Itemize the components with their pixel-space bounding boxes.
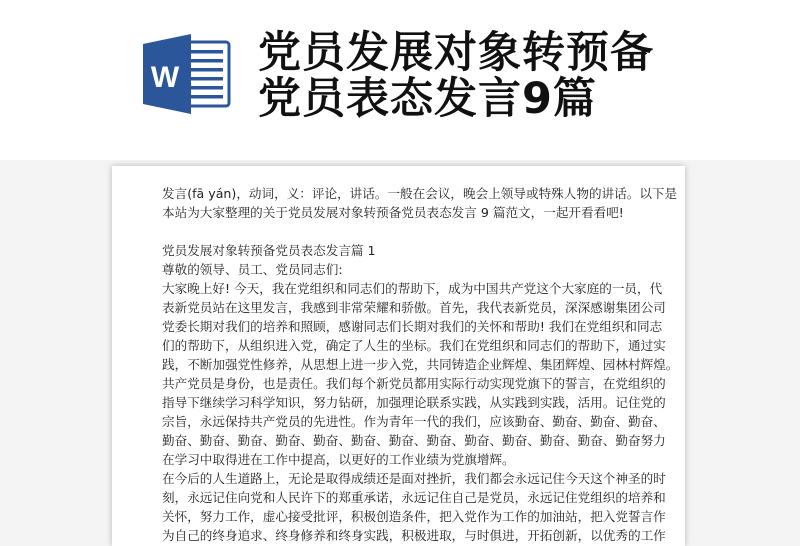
text-line: 宗旨，永远保持共产党员的先进性。作为青年一代的我们，应该勤奋、勤奋、勤奋、勤奋、 [162, 414, 666, 429]
text-line: 指导下继续学习科学知识，努力钻研，加强理论联系实践，从实践到实践，活用。记住党的 [162, 395, 666, 410]
text-line: 关怀，努力工作，虚心接受批评，积极创造条件，把入党作为工作的加油站，把入党誓言作 [162, 509, 666, 524]
text-line: 在今后的人生道路上，无论是取得成绩还是面对挫折，我们都会永远记住今天这个神圣的时 [162, 471, 666, 486]
text-line: 大家晚上好! 今天，我在党组织和同志们的帮助下，成为中国共产党这个大家庭的一员，代 [162, 281, 663, 296]
word-document-icon [143, 34, 233, 114]
document-title [258, 30, 654, 122]
title-line: 党员表态发言9篇 [258, 74, 597, 124]
document-body [162, 184, 679, 545]
text-line: 党委长期对我们的培养和照顾，感谢同志们长期对我们的关怀和帮助! 我们在党组织和同志 [162, 319, 663, 334]
text-line: 为自己的终身追求、终身修养和终身实践，积极进取，与时俱进，开拓创新，以优秀的工作 [162, 528, 666, 543]
text-line: 刻，永远记住向党和人民许下的郑重承诺，永远记住自己是党员，永远记住党组织的培养和 [162, 490, 666, 505]
intro-line: 本站为大家整理的关于党员发展对象转预备党员表态发言 9 篇范文，一起开看看吧! [162, 205, 624, 220]
document-page-preview [112, 166, 685, 546]
header-banner [0, 0, 800, 160]
title-line: 党员发展对象转预备 [258, 28, 654, 78]
svg-text:W: W [150, 61, 180, 94]
intro-line: 发言(fā yán)，动词，义：评论，讲话。一般在会议，晚会上领导或特殊人物的讲话。以下是 [162, 186, 678, 201]
text-line: 践，不断加强党性修养，从思想上进一步入党，共同铸造企业辉煌、集团辉煌、园林村辉煌。 [162, 357, 679, 372]
text-line: 共产党员是身份，也是责任。我们每个新党员都用实际行动实现党旗下的誓言，在党组织的 [162, 376, 666, 391]
text-line: 在学习中取得进在工作中提高，以更好的工作业绩为党旗增辉。 [162, 452, 515, 467]
text-line: 表新党员站在这里发言，我感到非常荣耀和骄傲。首先，我代表新党员，深深感谢集团公司 [162, 300, 666, 315]
paragraph-gap [162, 222, 662, 241]
salutation: 尊敬的领导、员工、党员同志们: [162, 262, 343, 277]
text-line: 勤奋、勤奋、勤奋、勤奋、勤奋、勤奋、勤奋、勤奋、勤奋、勤奋、勤奋、勤奋、勤奋努力 [162, 433, 666, 448]
section-heading: 党员发展对象转预备党员表态发言篇 1 [162, 243, 376, 258]
text-line: 们的帮助下，从组织进入党，确定了人生的坐标。我们在党组织和同志们的帮助下，通过实 [162, 338, 666, 353]
